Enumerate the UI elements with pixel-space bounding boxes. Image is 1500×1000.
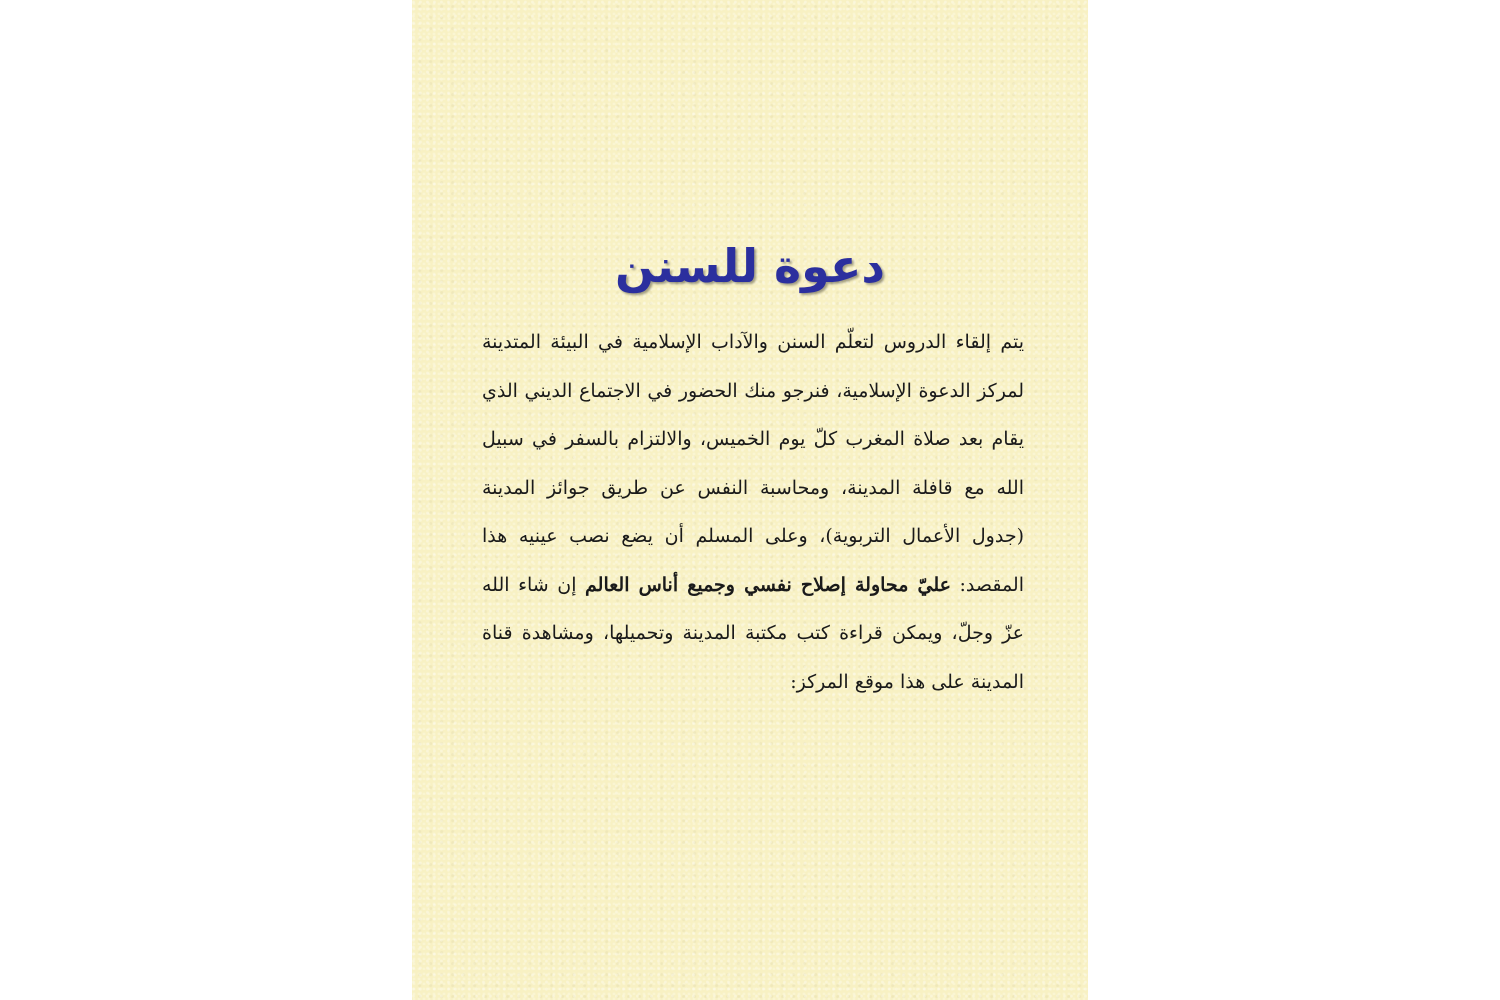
document-page bbox=[412, 0, 1088, 1000]
paragraph-text-start: يتم إلقاء الدروس لتعلّم السنن والآداب الإسلامية في البيئة المتدينة لمركز الدعوة الإسلامية، فنرجو منك الحضور في الاجتماع الديني الذي يقام بعد صلاة المغرب كلّ يوم الخميس، والالتزام بالسفر في سبيل الله مع قافلة المدينة، ومحاسبة النفس عن طريق جوائز المدينة (جدول الأعمال التربوية)، وعلى المسلم أن يضع نصب عينيه هذا المقصد: bbox=[482, 331, 1024, 596]
body-paragraph bbox=[482, 318, 1024, 706]
page-title: دعوة للسنن bbox=[614, 239, 886, 293]
paragraph-text-end: إن شاء الله عزّ وجلّ، ويمكن قراءة كتب مكتبة المدينة وتحميلها، ومشاهدة قناة المدينة على هذا موقع المركز: bbox=[482, 573, 1024, 693]
paragraph-bold-phrase: عليّ محاولة إصلاح نفسي وجميع أناس العالم bbox=[585, 573, 951, 596]
